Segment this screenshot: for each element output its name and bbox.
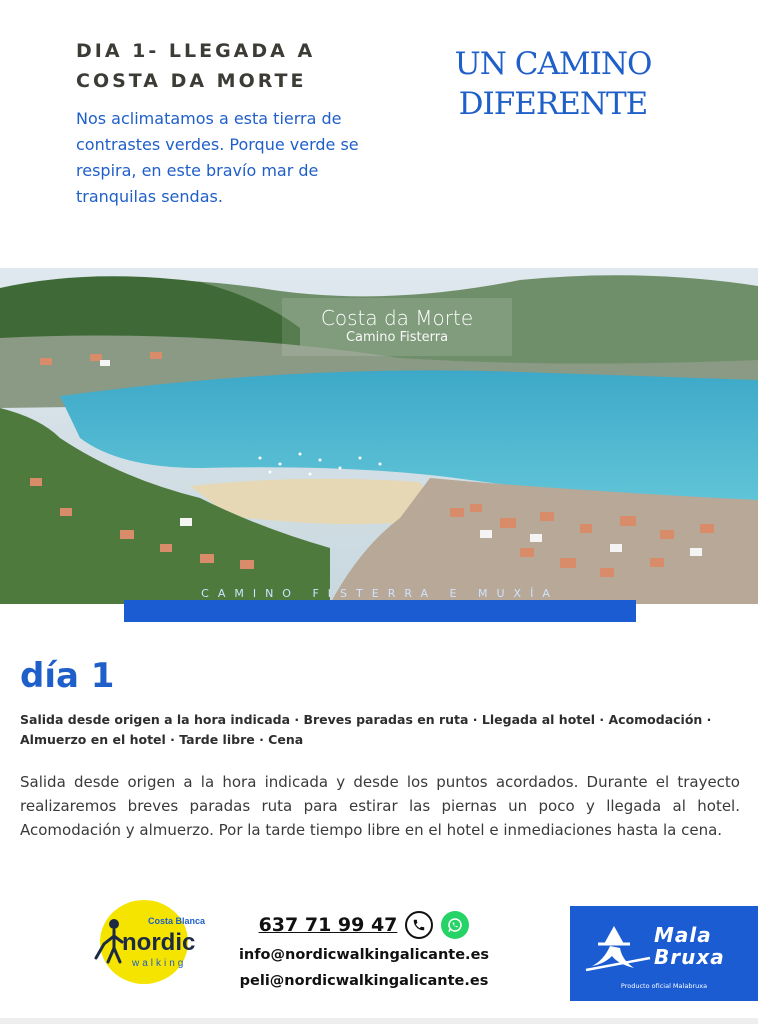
hero-label bbox=[282, 298, 512, 356]
contact-block bbox=[214, 908, 514, 994]
slogan-line2: DIFERENTE bbox=[458, 86, 648, 122]
mala-caption: Producto oficial Malabruxa bbox=[620, 982, 708, 990]
bottom-strip bbox=[0, 1018, 758, 1024]
day-heading: día 1 bbox=[20, 656, 115, 696]
nordic-walking-logo[interactable] bbox=[92, 898, 206, 986]
phone-icon[interactable] bbox=[405, 911, 433, 939]
hero-photo bbox=[0, 268, 758, 604]
phone-row bbox=[214, 908, 514, 942]
day-title bbox=[76, 36, 376, 96]
banner-bar bbox=[124, 600, 636, 622]
day-title-line2: COSTA DA MORTE bbox=[76, 70, 307, 92]
witch-icon bbox=[584, 920, 654, 980]
day-title-line1: DIA 1- LLEGADA A bbox=[76, 40, 316, 62]
hero-subtitle: Camino Fisterra bbox=[345, 330, 449, 345]
mala-line1: Mala bbox=[654, 923, 712, 947]
slogan-line1: UN CAMINO bbox=[454, 46, 652, 82]
day-summary: Salida desde origen a la hora indicada · Breves paradas en ruta · Llegada al hotel · Acomodación · Almuerzo en el hotel · Tarde libre · Cena bbox=[20, 712, 712, 747]
nordic-logo-main: nordic bbox=[122, 929, 196, 956]
mala-title bbox=[654, 924, 725, 968]
banner-text: CAMINO FISTERRA E MUXÍA bbox=[201, 587, 559, 600]
slogan bbox=[418, 44, 688, 124]
malabruxa-logo[interactable] bbox=[570, 906, 758, 1001]
nordic-logo-bottom: walking bbox=[132, 958, 187, 969]
hero-title: Costa da Morte bbox=[320, 306, 474, 330]
mala-line2: Bruxa bbox=[654, 945, 725, 969]
email-peli[interactable]: peli@nordicwalkingalicante.es bbox=[239, 973, 489, 989]
phone-number[interactable]: 637 71 99 47 bbox=[258, 914, 398, 936]
nordic-logo-top: Costa Blanca bbox=[148, 916, 206, 926]
whatsapp-icon[interactable] bbox=[441, 911, 469, 939]
email-info[interactable]: info@nordicwalkingalicante.es bbox=[238, 947, 490, 963]
day-description: Salida desde origen a la hora indicada y desde los puntos acordados. Durante el trayecto realizaremos breves paradas ruta para estirar las piernas un poco y llegada al hotel. Acomodación y almuerzo. Por la tarde tiempo libre en el hotel e inmediaciones hasta la cena. bbox=[20, 773, 740, 839]
intro-text: Nos aclimatamos a esta tierra de contrastes verdes. Porque verde se respira, en este bravío mar de tranquilas sendas. bbox=[76, 109, 359, 206]
